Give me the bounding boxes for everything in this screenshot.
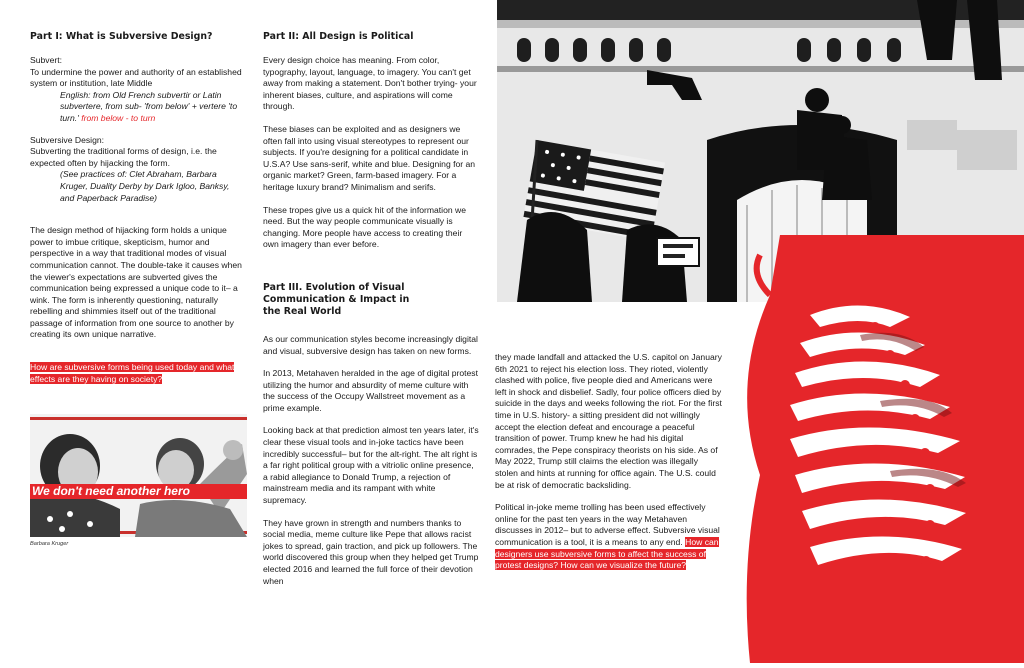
part1-question	[30, 362, 244, 385]
practices: (See practices of: Clet Abraham, Barbara Kruger, Duality Derby by Dark Igloo, Banksy, and Paperback Paradise)	[60, 169, 230, 203]
part2-paragraph-3: These tropes give us a quick hit of the information we need. But the way people communicate visually is changing. More people have access to creating their own imagery than ever before.	[263, 204, 467, 250]
part1-heading: Part I: What is Subversive Design?	[30, 31, 213, 42]
part3-paragraph-1: As our communication styles become increasingly digital and visual, subversive design has taken on new forms.	[263, 333, 478, 356]
column-part1	[30, 31, 244, 385]
part3-paragraph-3: Looking back at that prediction almost ten years later, it's clear these visual tools and in-joke tactics have been incredibly successful– but for the alt-right. The alt right is a far right political group with a vitriolic online presence, a rabid allegiance to Donald Trump, a rejection of mainstream media and its rampant with white supremacy.	[263, 425, 479, 506]
part2-paragraph-2: These biases can be exploited and as designers we often fall into using visual stereotypes to represent our subjects. If you're designing for a political candidate in U.S.A? Use sans-serif, white and blue. Designing for an organic market? Green, farm-based imagery. For a heritage luxury brand? Minimalism and serifs.	[263, 123, 476, 192]
col4-paragraph-1: they made landfall and attacked the U.S. capitol on January 6th 2021 to reject his election loss. They rioted, violently clashed with police, five people died and Americans were left in shock and disbelief. Sadly, four police officers died by suicide in the days and weeks following the riot. For the first time in U.S. history- a sitting president did not willingly accept the election defeat and encourage a peaceful transition of power. Trump knew he had his digital comrades, the Pepe conspiracy theorists on his side. As of May 2022, Trump still claims the election was illegally stolen and hints at running for office again. The U.S. could be at risk of democratic backsliding.	[495, 352, 722, 490]
part3-heading: Part III. Evolution of Visual Communication & Impact in the Real World	[263, 281, 410, 317]
part2-heading: Part II: All Design is Political	[263, 31, 414, 42]
col4-paragraph-2-text: Political in-joke meme trolling has been used effectively online for the past ten years in the way Metahaven discusses in 2012– but to adverse effect. Subversive visual communication is a tool, it is a means to any end.	[495, 502, 720, 547]
etymology	[30, 90, 244, 125]
col4-question-highlight: How can designers use subversive forms to affect the success of protest designs? How can we visualize the future?	[495, 536, 719, 571]
red-wave-illustration	[740, 235, 1024, 663]
subvert-definition: To undermine the power and authority of an established system or institution, late Middle	[30, 66, 242, 89]
etymology-text: English: from Old French subvertir or Latin subvertere, from sub- 'from below' + vertere 'to turn.'	[60, 89, 238, 123]
part1-body: The design method of hijacking form holds a unique power to imbue critique, skepticism, humor and perspective in a way that traditional modes of visual communication cannot. The double-take it causes when the viewer's expectations are subverted gives the communication being expressed a unique code to it– a wink. The form is inherently questioning, naturally rebelling and shimmies itself out of the traditional passage of information from one source to another by creating its own unique narrative.	[30, 225, 242, 340]
poster-caption: Barbara Kruger	[30, 541, 69, 547]
subvert-term: Subvert:	[30, 55, 63, 65]
etymology-note: from below - to turn	[81, 112, 156, 123]
sd-term: Subversive Design:	[30, 134, 105, 145]
part2-paragraph-1: Every design choice has meaning. From color, typography, layout, language, to imagery. You can't get away from making a statement. Don't bother trying- your inherent biases, culture, and aspirations will come through.	[263, 55, 477, 112]
kruger-poster	[30, 414, 247, 537]
part3-paragraph-2: In 2013, Metahaven heralded in the age of digital protest utilizing the humor and absurdity of meme culture with the success of the Occupy Wallstreet movement as a prime example.	[263, 368, 478, 413]
red-abstract-graphic	[740, 235, 1024, 663]
column-part2	[263, 31, 479, 598]
part3-paragraph-4: They have grown in strength and numbers thanks to social media, meme culture like Pepe that allows racist jokes to spread, gain traction, and pick up followers. The world discovered this group when they helped get Trump elected 2016 and learned the full force of their devotion when	[263, 517, 479, 586]
poster-slogan: We don't need another hero	[32, 484, 190, 498]
column-part3-cont	[495, 352, 723, 583]
question-highlight: How are subversive forms being used today and what effects are they having on society?	[30, 362, 235, 384]
col4-paragraph-2	[495, 502, 723, 572]
poster-illustration	[30, 414, 247, 537]
sd-definition: Subverting the traditional forms of design, i.e. the expected often by hijacking the form.	[30, 146, 217, 168]
